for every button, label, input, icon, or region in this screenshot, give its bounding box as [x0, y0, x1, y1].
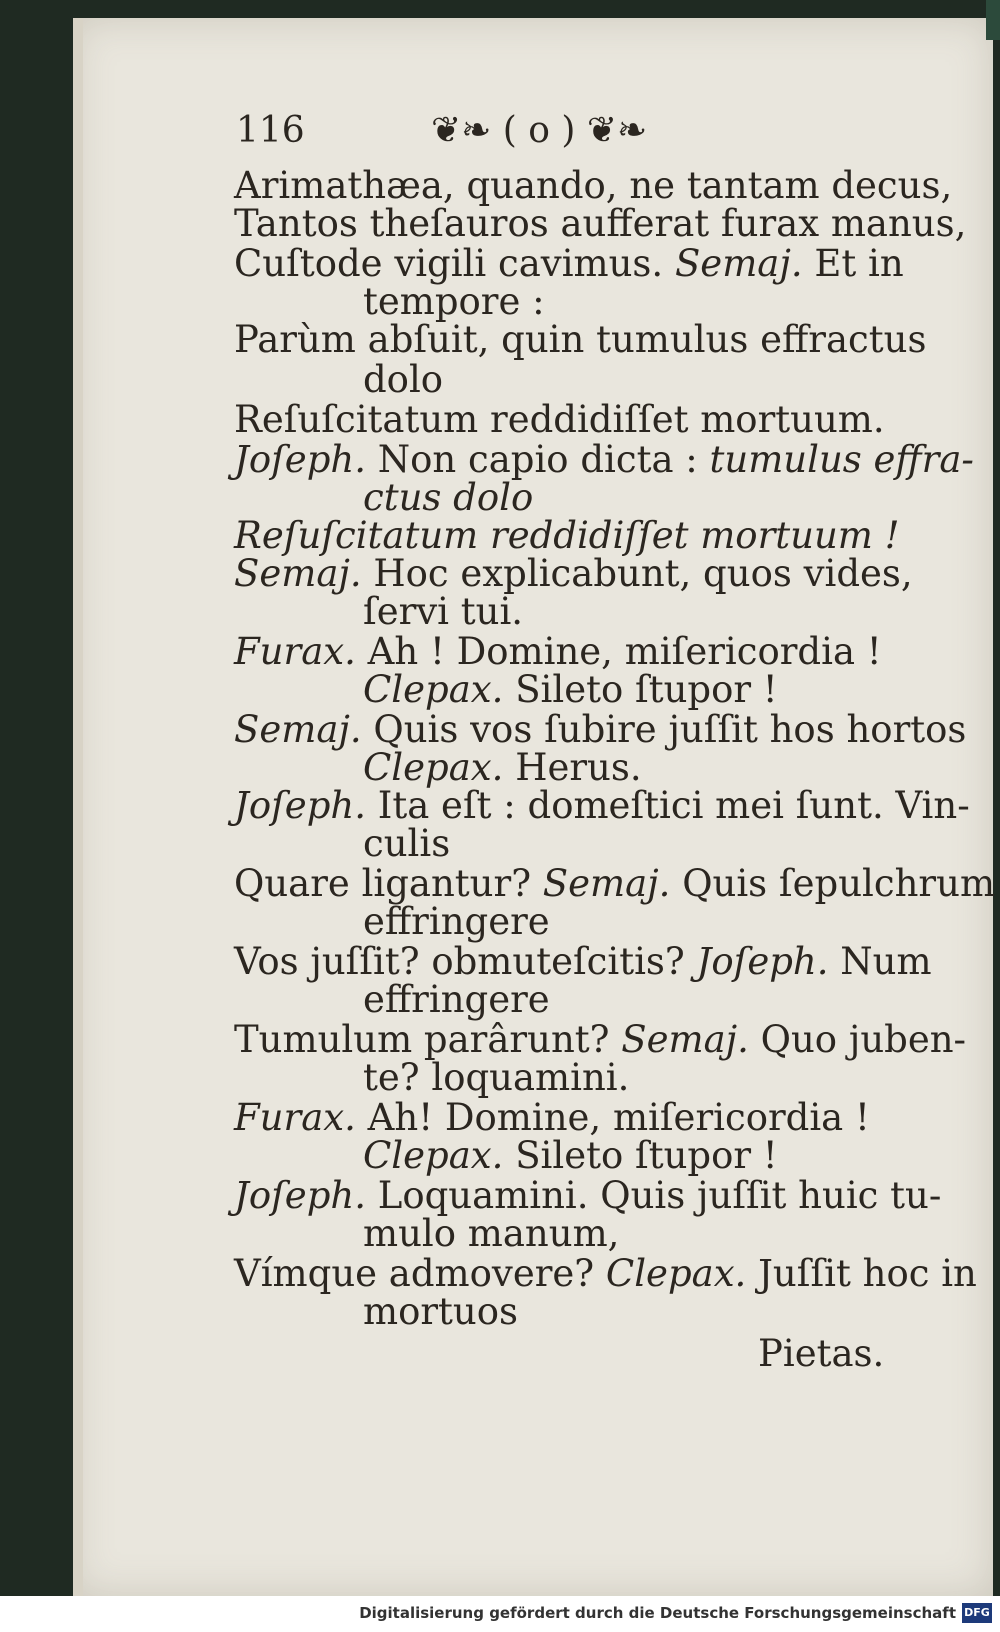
text-line: Vos juſſit? obmuteſcitis? Joſeph. Num	[234, 940, 932, 983]
text-line: tempore :	[363, 280, 545, 323]
speaker-label: Furax.	[234, 1096, 356, 1139]
text-line: Joſeph. Non capio dicta : tumulus effra-	[234, 438, 974, 481]
text-line: Tumulum parârunt? Semaj. Quo juben-	[234, 1018, 967, 1061]
text-line: Furax. Ah! Domine, miſericordia !	[234, 1096, 870, 1139]
page-number: 116	[236, 110, 305, 151]
footer-credit: Digitalisierung gefördert durch die Deutsche Forschungsgemeinschaft	[359, 1604, 956, 1622]
speaker-label: Clepax.	[363, 1134, 504, 1177]
text-line: Quare ligantur? Semaj. Quis ſepulchrum	[234, 862, 996, 905]
text-line: Semaj. Hoc explicabunt, quos vides,	[234, 552, 913, 595]
speaker-label: Semaj.	[234, 552, 362, 595]
speaker-label: Joſeph.	[234, 784, 366, 827]
text-line: Joſeph. Loquamini. Quis juſſit huic tu-	[234, 1174, 942, 1217]
speaker-label: Clepax.	[363, 668, 504, 711]
text-line: mortuos	[363, 1290, 519, 1333]
speaker-label: Joſeph.	[234, 1174, 366, 1217]
dfg-logo-icon: DFG	[962, 1603, 992, 1623]
text-line: Clepax. Herus.	[363, 746, 642, 789]
text-line: ſervi tui.	[363, 590, 524, 633]
text-line: dolo	[363, 358, 444, 401]
speaker-label: Semaj.	[621, 1018, 749, 1061]
text-line: Vímque admovere? Clepax. Juſſit hoc in	[234, 1252, 977, 1295]
footer-bar	[0, 1596, 1000, 1632]
speaker-label: Clepax.	[363, 746, 504, 789]
speaker-label: Semaj.	[674, 242, 803, 285]
text-line: Furax. Ah ! Domine, miſericordia !	[234, 630, 882, 673]
speaker-label: Furax.	[234, 630, 356, 673]
text-line: mulo manum,	[363, 1212, 620, 1255]
speaker-label: Joſeph.	[696, 940, 829, 983]
book-page	[73, 18, 996, 1596]
text-line: effringere	[363, 978, 550, 1021]
catchword: Pietas.	[758, 1332, 885, 1375]
header-ornament: ❦❧ ( o ) ❦❧	[431, 110, 648, 151]
text-line: Cuſtode vigili cavimus. Semaj. Et in	[234, 242, 904, 285]
text-line: Reſuſcitatum reddidiſſet mortuum !	[234, 514, 900, 557]
speaker-label: Semaj.	[234, 708, 362, 751]
text-line: Reſuſcitatum reddidiſſet mortuum.	[234, 398, 885, 441]
scan-edge	[986, 0, 1000, 40]
text-line: Arimathæa, quando, ne tantam decus,	[234, 164, 953, 207]
speaker-label: Joſeph.	[234, 438, 366, 481]
text-line: ctus dolo	[363, 476, 534, 519]
text-line: Clepax. Sileto ſtupor !	[363, 1134, 778, 1177]
text-line: culis	[363, 822, 451, 865]
speaker-label: Semaj.	[542, 862, 671, 905]
text-line: effringere	[363, 900, 550, 943]
text-line: Tantos theſauros aufferat furax manus,	[234, 202, 967, 245]
text-line: Parùm abſuit, quin tumulus effractus	[234, 318, 927, 361]
text-line: Clepax. Sileto ſtupor !	[363, 668, 778, 711]
speaker-label: Clepax.	[605, 1252, 747, 1295]
text-line: te? loquamini.	[363, 1056, 630, 1099]
text-line: Joſeph. Ita eſt : domeſtici mei ſunt. Vin-	[234, 784, 970, 827]
page-edge	[73, 18, 83, 1596]
text-line: Semaj. Quis vos ſubire juſſit hos hortos	[234, 708, 967, 751]
